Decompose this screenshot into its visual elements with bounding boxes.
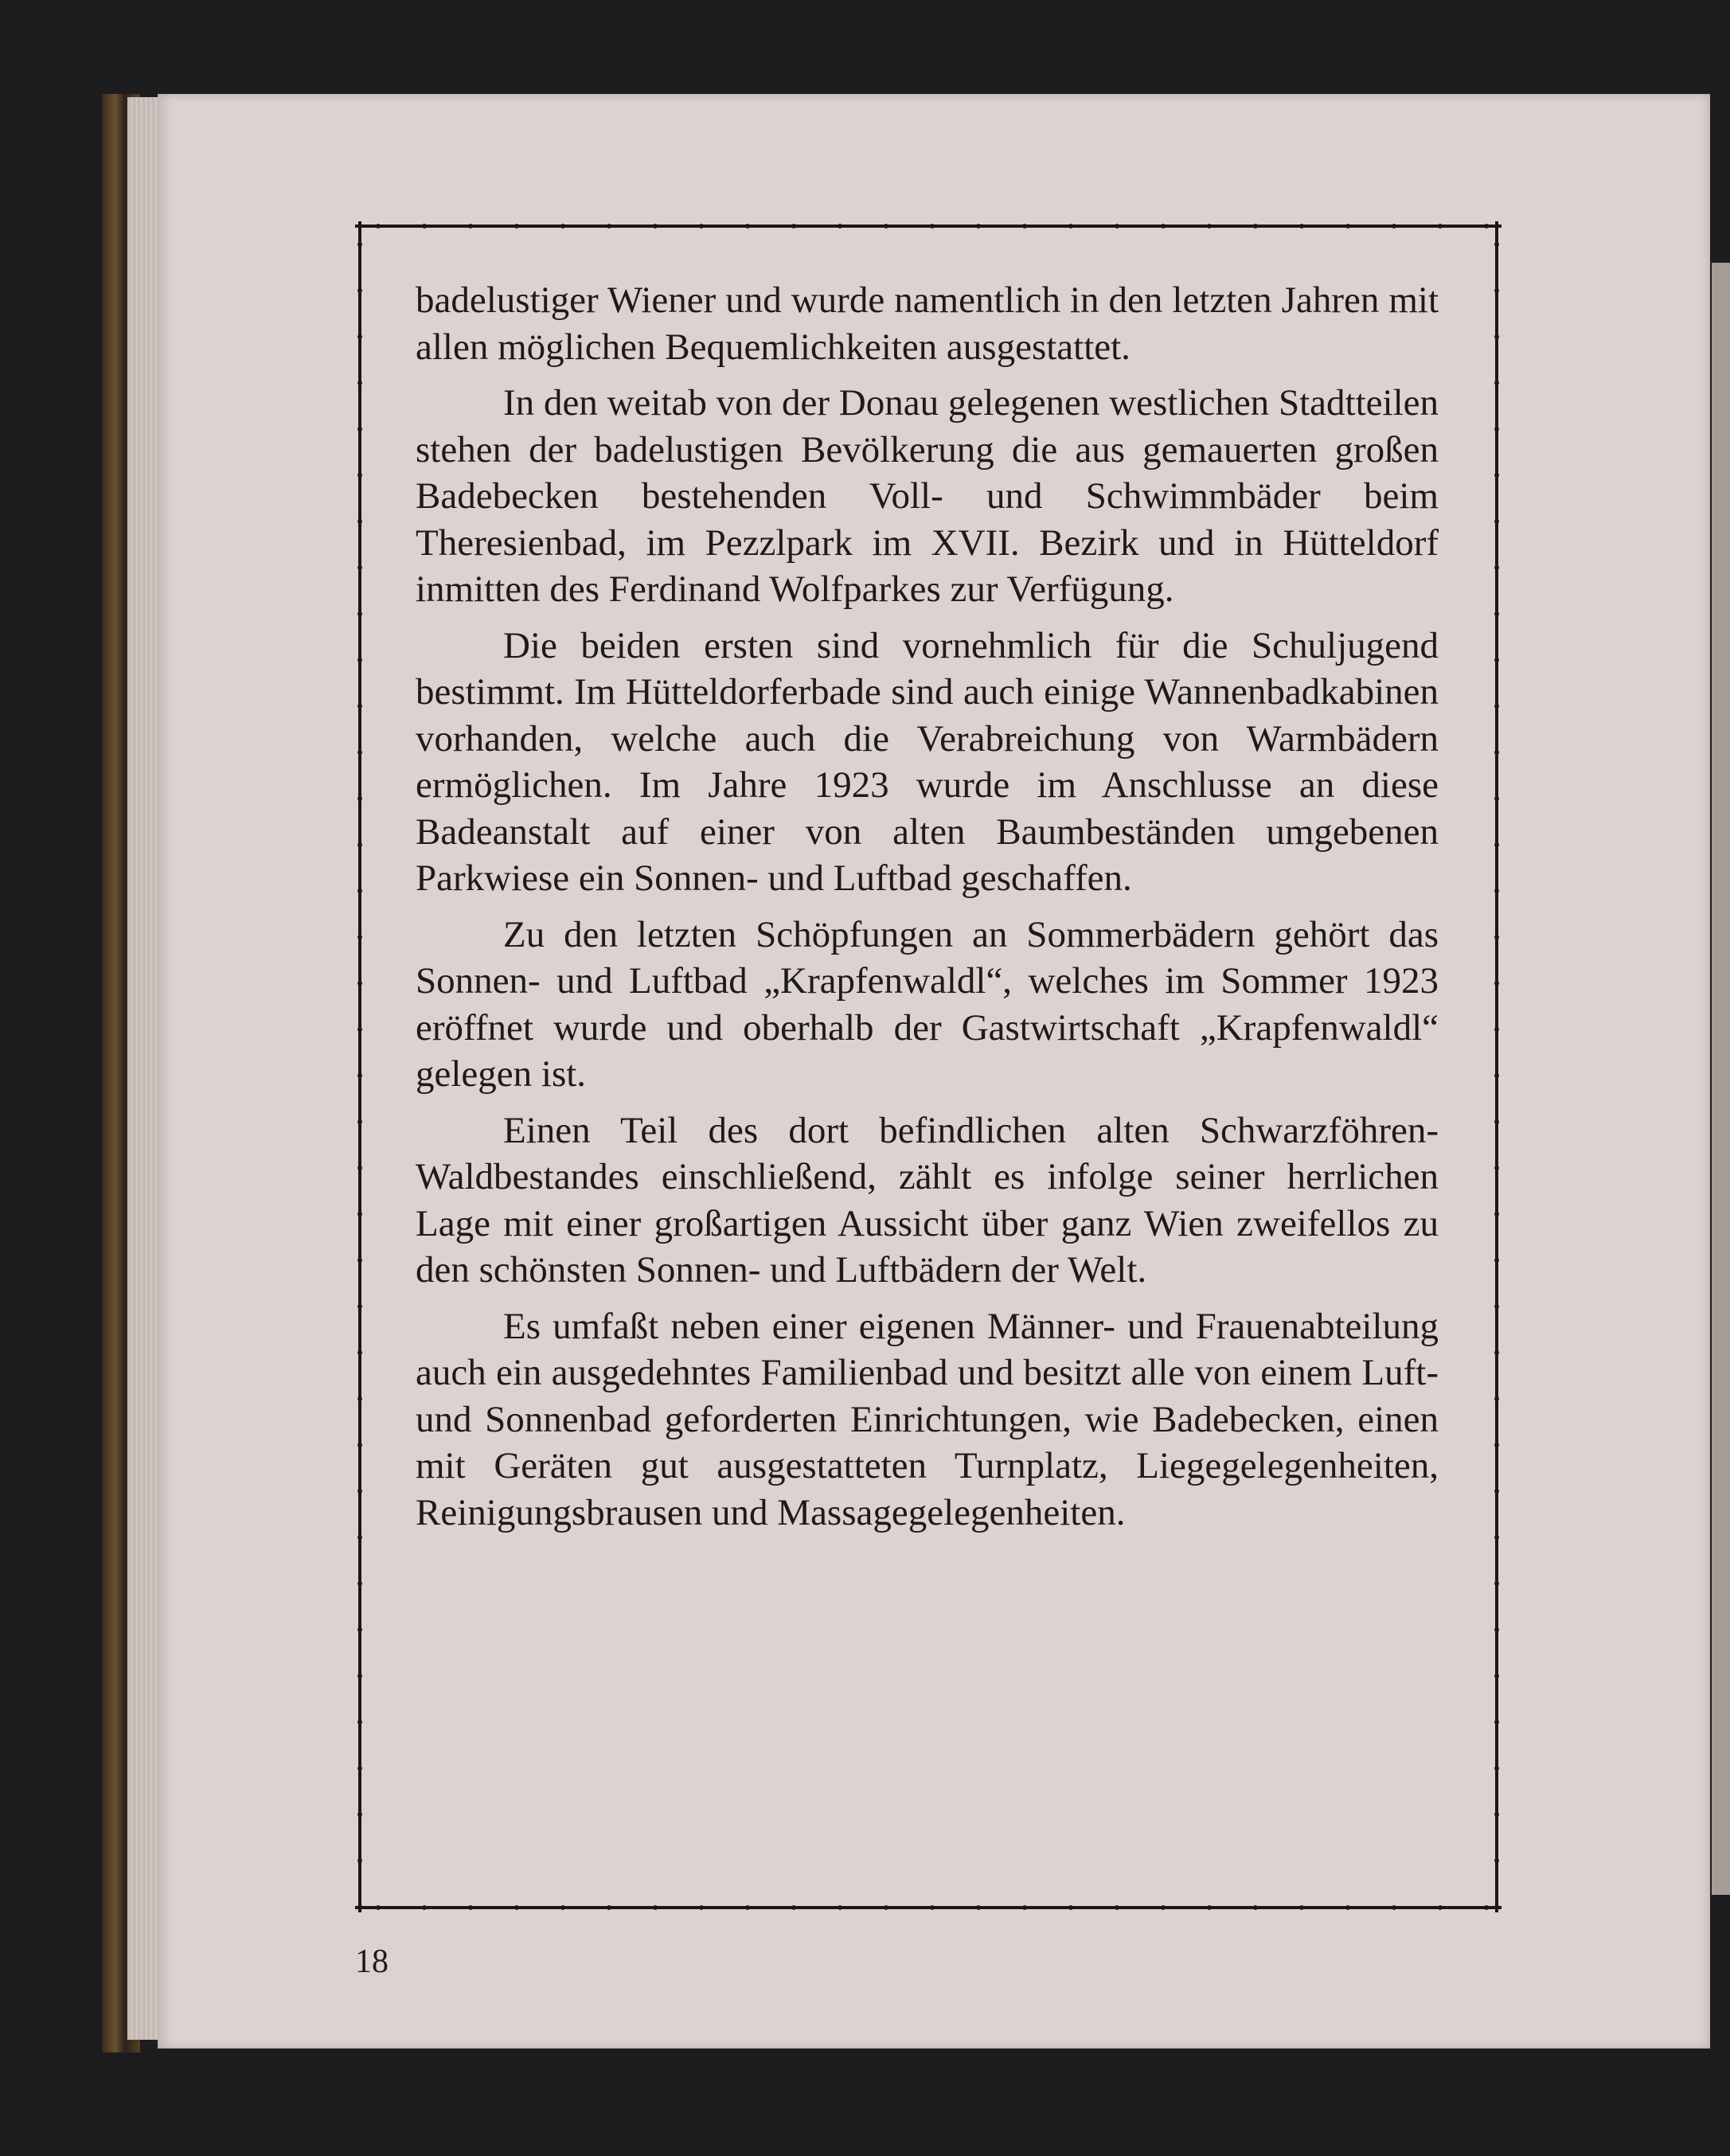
border-right <box>1492 221 1502 1912</box>
paragraph-continuation: badelustiger Wiener und wurde namentlich in den letzten Jahren mit allen möglichen Bequemlichkeiten ausgestattet. <box>416 279 1439 368</box>
paragraph: Es umfaßt neben einer eigenen Männer- und Frauenabteilung auch ein ausgedehntes Familienbad und besitzt alle von einem Luft- und Sonnenbad geforderten Einrichtungen, wie Badebecken, einen mit Geräten gut ausgestatteten Turnplatz, Liegegelegenheiten, Reinigungsbrausen und Massagegelegenheiten. <box>416 1305 1439 1533</box>
page-number: 18 <box>355 1943 389 1980</box>
border-top <box>355 221 1502 231</box>
body-text <box>416 277 1439 1536</box>
border-bottom <box>355 1903 1502 1912</box>
paragraph: In den weitab von der Donau gelegenen westlichen Stadtteilen stehen der badelustigen Bevölkerung die aus gemauerten großen Badebecken bestehenden Voll- und Schwimmbäder beim Theresienbad, im Pezzlpark im XVII. Bezirk und in Hütteldorf inmitten des Ferdinand Wolfparkes zur Verfügung. <box>416 382 1439 610</box>
border-left <box>355 221 365 1912</box>
facing-page-edge <box>1712 263 1730 1895</box>
paragraph: Einen Teil des dort befindlichen alten Schwarzföhren-Waldbestandes einschließend, zählt es infolge seiner herrlichen Lage mit einer großartigen Aussicht über ganz Wien zweifellos zu den schönsten Sonnen- und Luftbädern der Welt. <box>416 1109 1439 1291</box>
paragraph: Zu den letzten Schöpfungen an Sommerbädern gehört das Sonnen- und Luftbad „Krapfenwaldl“, welches im Sommer 1923 eröffnet wurde und oberhalb der Gastwirtschaft „Krapfenwaldl“ gelegen ist. <box>416 913 1439 1095</box>
paragraph: Die beiden ersten sind vornehmlich für die Schuljugend bestimmt. Im Hütteldorferbade sind auch einige Wannenbadkabinen vorhanden, welche auch die Verabreichung von Warmbädern ermöglichen. Im Jahre 1923 wurde im Anschlusse an diese Badeanstalt auf einer von alten Baumbeständen umgebenen Parkwiese ein Sonnen- und Luftbad geschaffen. <box>416 624 1439 899</box>
